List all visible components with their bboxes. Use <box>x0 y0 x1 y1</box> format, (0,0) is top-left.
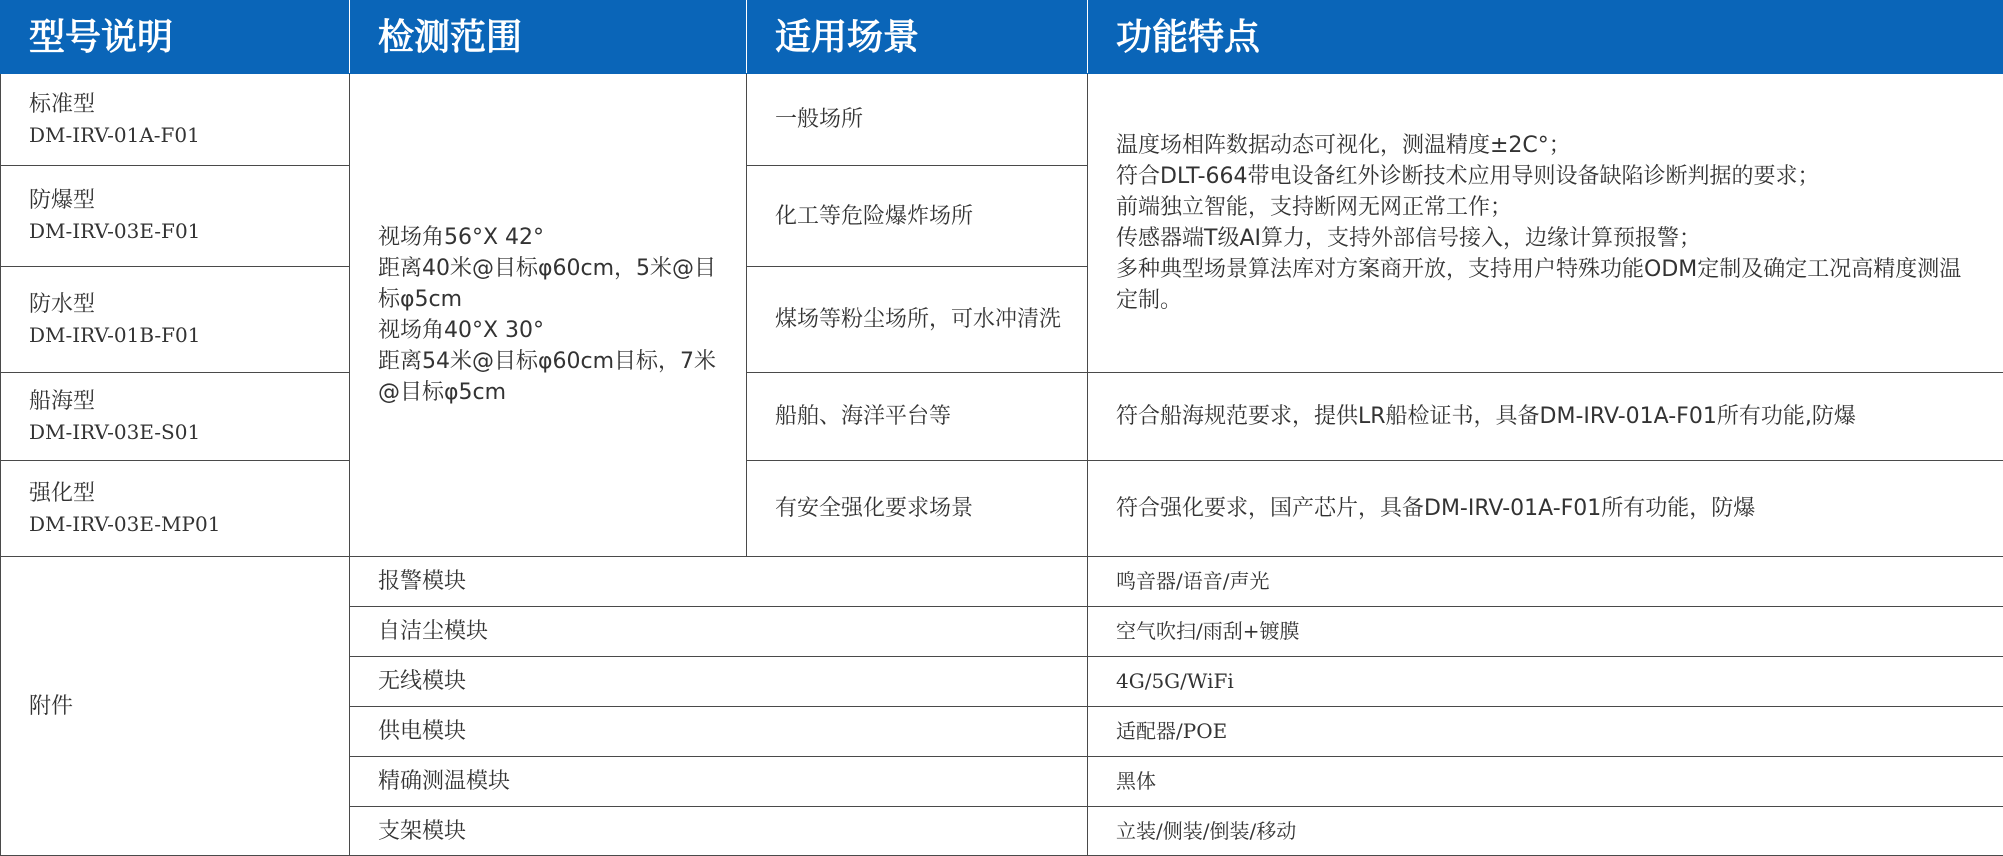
accessory-module: 供电模块 <box>350 707 1088 757</box>
model-code: DM-IRV-01B-F01 <box>29 320 349 351</box>
table-row <box>1 461 2003 557</box>
feature-line: 符合DLT-664带电设备红外诊断技术应用导则设备缺陷诊断判据的要求； <box>1116 161 1983 192</box>
accessory-module: 精确测温模块 <box>350 757 1088 807</box>
accessory-module: 自洁尘模块 <box>350 607 1088 657</box>
accessory-module: 无线模块 <box>350 657 1088 707</box>
accessory-spec: 空气吹扫/雨刮+镀膜 <box>1088 607 2003 657</box>
model-cell <box>1 74 350 166</box>
model-name: 标准型 <box>29 89 349 120</box>
accessory-module: 支架模块 <box>350 807 1088 856</box>
scene-cell: 有安全强化要求场景 <box>747 461 1088 557</box>
feature-line: 温度场相阵数据动态可视化，测温精度±2C°； <box>1116 130 1983 161</box>
feature-line: 多种典型场景算法库对方案商开放，支持用户特殊功能ODM定制及确定工况高精度测温定制。 <box>1116 254 1983 316</box>
features-marine-cell: 符合船海规范要求，提供LR船检证书，具备DM-IRV-01A-F01所有功能,防爆 <box>1088 373 2003 461</box>
accessory-spec: 鸣音器/语音/声光 <box>1088 557 2003 607</box>
scene-cell: 船舶、海洋平台等 <box>747 373 1088 461</box>
model-cell <box>1 166 350 267</box>
features-main-cell <box>1088 74 2003 373</box>
model-code: DM-IRV-03E-S01 <box>29 417 349 448</box>
feature-line: 传感器端T级AI算力，支持外部信号接入，边缘计算预报警； <box>1116 223 1983 254</box>
detection-range-line: 距离54米@目标φ60cm目标，7米@目标φ5cm <box>378 346 726 408</box>
model-cell <box>1 267 350 373</box>
features-reinforced-cell: 符合强化要求，国产芯片，具备DM-IRV-01A-F01所有功能，防爆 <box>1088 461 2003 557</box>
table-row <box>1 74 2003 166</box>
accessory-spec: 适配器/POE <box>1088 707 2003 757</box>
model-code: DM-IRV-01A-F01 <box>29 120 349 151</box>
header-scene: 适用场景 <box>747 1 1088 74</box>
detection-range-cell <box>350 74 747 557</box>
model-code: DM-IRV-03E-MP01 <box>29 509 349 540</box>
accessory-module: 报警模块 <box>350 557 1088 607</box>
table-row <box>1 373 2003 461</box>
scene-cell: 一般场所 <box>747 74 1088 166</box>
model-cell <box>1 373 350 461</box>
model-name: 船海型 <box>29 386 349 417</box>
scene-cell: 化工等危险爆炸场所 <box>747 166 1088 267</box>
accessory-row <box>1 557 2003 607</box>
detection-range-line: 视场角40°X 30° <box>378 315 726 346</box>
model-name: 强化型 <box>29 478 349 509</box>
model-name: 防水型 <box>29 289 349 320</box>
accessories-label: 附件 <box>1 557 350 856</box>
accessory-spec: 立装/侧装/倒装/移动 <box>1088 807 2003 856</box>
header-model: 型号说明 <box>1 1 350 74</box>
model-name: 防爆型 <box>29 185 349 216</box>
model-code: DM-IRV-03E-F01 <box>29 216 349 247</box>
scene-cell: 煤场等粉尘场所，可水冲清洗 <box>747 267 1088 373</box>
header-detection-range: 检测范围 <box>350 1 747 74</box>
model-cell <box>1 461 350 557</box>
detection-range-line: 距离40米@目标φ60cm，5米@目标φ5cm <box>378 253 726 315</box>
accessory-spec: 4G/5G/WiFi <box>1088 657 2003 707</box>
accessory-spec: 黑体 <box>1088 757 2003 807</box>
header-row <box>1 1 2003 74</box>
detection-range-line: 视场角56°X 42° <box>378 222 726 253</box>
header-features: 功能特点 <box>1088 1 2003 74</box>
feature-line: 前端独立智能，支持断网无网正常工作； <box>1116 192 1983 223</box>
